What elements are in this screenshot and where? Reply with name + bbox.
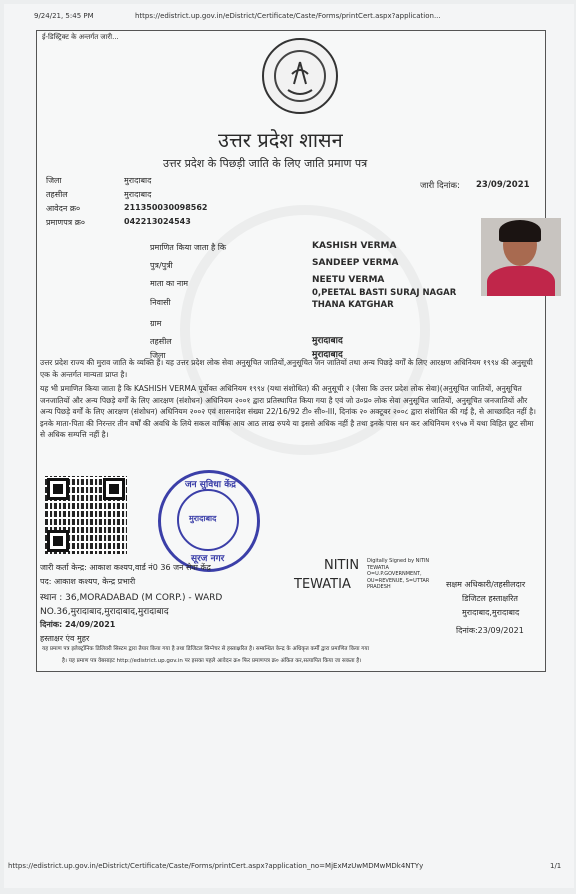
footer-note-2: है। यह प्रमाण पत्र वेबसाइट http://edistrict.up.gov.in पर इसका पहले आवेदन क्र० फिर प्रमाणपत्र क्र० अंकित कर,सत्यापित किया जा सकता है।: [62, 658, 362, 664]
field-value: मुरादाबाद: [124, 176, 152, 185]
father-name: SANDEEP VERMA: [312, 258, 399, 268]
issuer-line: स्थान : 36,MORADABAD (M CORP.) - WARD: [40, 593, 223, 603]
print-datetime: 9/24/21, 5:45 PM: [34, 12, 94, 20]
footer-note-1: यह प्रमाण पत्र इलेक्ट्रॉनिक डिलिवरी सिस्टम द्वारा तैयार किया गया है तथा डिजिटल सिग्नेचर से हस्ताक्षरित है। सम्बन्धित केन्द्र के अधिकृत कर्मी द्वारा प्रमाणित किया गया: [42, 646, 369, 652]
address-line-1: 0,PEETAL BASTI SURAJ NAGAR: [312, 288, 457, 298]
field-value: मुरादाबाद: [124, 190, 152, 199]
signer-name-last: TEWATIA: [294, 577, 351, 592]
stamp-text-middle: मुरादाबाद: [189, 514, 217, 523]
esign-note: ई-डिस्ट्रिक्ट के अन्तर्गत जारी...: [42, 33, 119, 41]
issuer-line: पद: आकाश कश्यप, केन्द्र प्रभारी: [40, 577, 136, 586]
issuer-line: हस्ताक्षर एंव मुहर: [40, 634, 90, 643]
field-label: आवेदन क्र०: [46, 204, 81, 213]
govt-heading: उत्तर प्रदेश शासन: [218, 128, 343, 152]
issue-date: 23/09/2021: [476, 180, 530, 190]
field-label: प्रमाणपत्र क्र०: [46, 218, 85, 227]
authority-date: दिनांक:23/09/2021: [456, 626, 524, 635]
print-page-number: 1/1: [550, 862, 562, 870]
qr-code: [45, 476, 127, 554]
stamp-text-bottom: सूरज नगर: [191, 554, 225, 564]
authority-line: मुरादाबाद,मुरादाबाद: [462, 608, 520, 617]
print-url-footer: https://edistrict.up.gov.in/eDistrict/Certificate/Caste/Forms/printCert.aspx?application_no=MjExMzUwMDMwMDk4NTYy: [8, 862, 424, 870]
detail-label: तहसील: [150, 337, 172, 346]
applicant-photo: [481, 218, 561, 296]
detail-label: जिला: [150, 351, 166, 360]
creamy-layer-paragraph: यह भी प्रमाणित किया जाता है कि KASHISH VERMA पूर्वोक्त अधिनियम १९९४ (यथा संशोधित) की अनुसूची २ (जैसा कि उत्तर प्रदेश लोक सेवा)(अनुसूचित जातियों, अनुसूचित जनजातियों और अन्य पिछड़े वर्गों के लिए आरक्षण (संशोधन) अधिनियम २००१ द्वारा प्रतिस्थापित किया गया है एवं जो उ०प्र० लोक सेवा अनुसूचित जातियों, अनुसूचित जनजातियों और अन्य पिछड़े वर्गों के लिए आरक्षण (संशोधन) अधिनियम २००२ एवं शासनादेश संख्या 22/16/92 टी० सी०-III, दिनांक २० अक्टूबर २००८ द्वारा संशोधित की गई है, से आच्छादित नहीं है।इनके माता-पिता की निरन्तर तीन वर्षों की अवधि के लिये सकल वार्षिक आय आठ लाख रुपये या इससे अधिक नहीं है तथा इनके पास धन कर अधिनियम १९५७ में यथा विहित छूट सीमा से अधिक सम्पत्ति नहीं है।: [40, 384, 536, 439]
address-line-2: THANA KATGHAR: [312, 300, 394, 310]
certificate-title: उत्तर प्रदेश के पिछड़ी जाति के लिए जाति प्रमाण पत्र: [163, 157, 368, 170]
signer-name-first: NITIN: [324, 558, 360, 573]
detail-label: पुत्र/पुत्री: [150, 261, 173, 270]
authority-line: डिजिटल हस्ताक्षरित: [462, 594, 518, 603]
caste-paragraph: उत्तर प्रदेश राज्य की मुराव जाति के व्यक्ति हैं। यह उत्तर प्रदेश लोक सेवा अनुसूचित जातियों,अनुसूचित जन जातियों तथा अन्य पिछड़े वर्गों के लिए आरक्षण अधिनियम १९९४ की अनुसूची एक के अन्तर्गत मान्यता प्राप्त है।: [40, 358, 533, 379]
service-center-stamp: [158, 470, 260, 572]
certificate-number: 042213024543: [124, 217, 191, 226]
authority-line: सक्षम अधिकारी/तहसीलदार: [446, 580, 526, 589]
mother-name: NEETU VERMA: [312, 275, 385, 285]
detail-label: निवासी: [150, 298, 171, 307]
issuer-date: दिनांक: 24/09/2021: [40, 620, 116, 629]
print-url-header: https://edistrict.up.gov.in/eDistrict/Certificate/Caste/Forms/printCert.aspx?application...: [135, 12, 441, 20]
stamp-text-top: जन सुविधा केंद्र: [185, 480, 236, 490]
application-number: 211350030098562: [124, 203, 208, 212]
detail-label: माता का नाम: [150, 279, 189, 288]
issuer-line: NO.36,मुरादाबाद,मुरादाबाद,मुरादाबाद: [40, 607, 169, 617]
field-label: जिला: [46, 176, 62, 185]
applicant-name: KASHISH VERMA: [312, 241, 397, 251]
issue-date-label: जारी दिनांक:: [420, 181, 460, 191]
up-government-emblem: [262, 38, 338, 114]
tehsil-value: मुरादाबाद: [312, 336, 343, 346]
district-value: मुरादाबाद: [312, 350, 343, 360]
detail-label: प्रमाणित किया जाता है कि: [150, 243, 227, 252]
digital-signature-note: Digitally Signed by NITIN TEWATIA O=U.P.GOVERNMENT, OU=REVENUE, S=UTTAR PRADESH: [367, 558, 430, 590]
issuer-line: जारी कर्ता केन्द्र: आकाश कश्यप,वार्ड नं0 36 जन सेवा केंद्र: [40, 563, 211, 572]
field-label: तहसील: [46, 190, 68, 199]
detail-label: ग्राम: [150, 319, 162, 328]
